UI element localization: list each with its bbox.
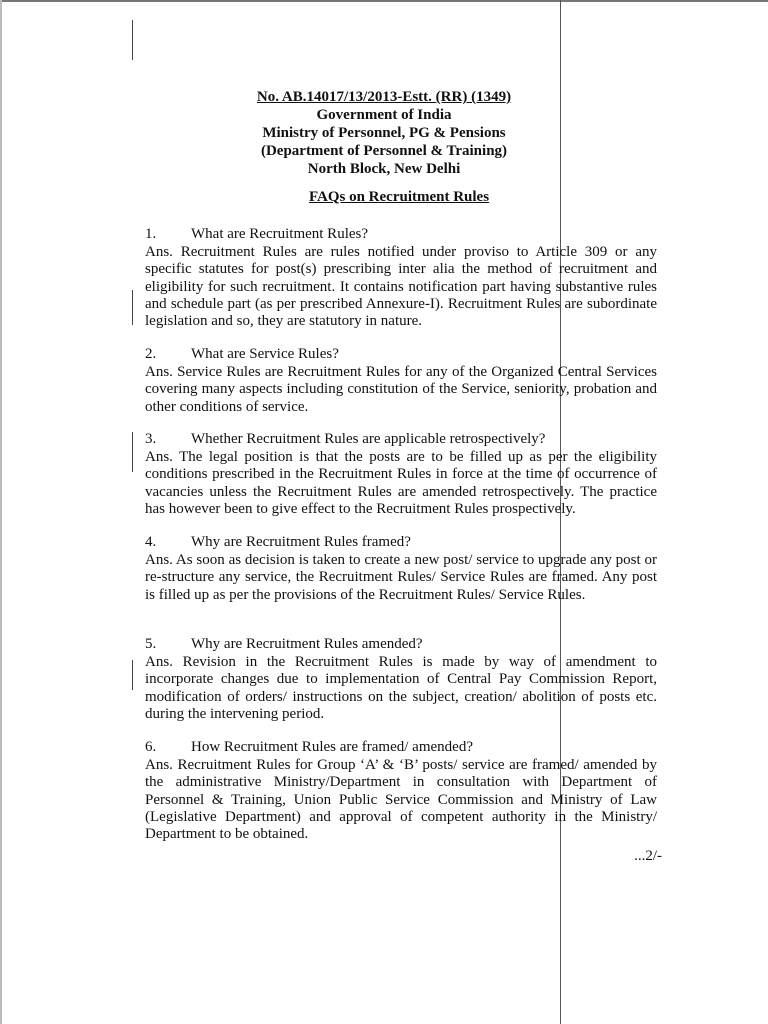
header-line-department: (Department of Personnel & Training) <box>260 143 508 159</box>
faq-answer: Ans. Service Rules are Recruitment Rules for any of the Organized Central Services covering many aspects including constitution of the Service, seniority, probation and other conditions of service. <box>145 364 657 415</box>
faq-answer: Ans. Recruitment Rules for Group ‘A’ & ‘B’ posts/ service are framed/ amended by the administrative Ministry/Department in consultation with Department of Personnel & Training, Union Public Service Commission and Ministry of Law (Legislative Department) and approval of competent authority in the Ministry/ Department to be obtained. <box>145 757 657 843</box>
faq-answer: Ans. Revision in the Recruitment Rules is made by way of amendment to incorporate changes due to implementation of Central Pay Commission Report, modification of orders/ instructions on the subject, creation/ abolition of posts etc. during the intervening period. <box>145 654 657 722</box>
faq-question: How Recruitment Rules are framed/ amended? <box>191 739 473 755</box>
faq-question: What are Service Rules? <box>191 346 339 362</box>
faq-number: 3. <box>145 431 157 447</box>
faq-answer: Ans. The legal position is that the posts are to be filled up as per the eligibility conditions prescribed in the Recruitment Rules in force at the time of occurrence of vacancies unless the Recruitment Rules are amended retrospectively. The practice has however been to give effect to the Recruitment Rules prospectively. <box>145 449 657 517</box>
faq-answer: Ans. As soon as decision is taken to create a new post/ service to upgrade any post or re-structure any service, the Recruitment Rules/ Service Rules are framed. Any post is filled up as per the provisions of the Recruitment Rules/ Service Rules. <box>145 552 657 603</box>
faq-item <box>145 739 657 843</box>
scan-margin-mark <box>132 660 133 690</box>
scan-margin-mark <box>132 20 133 60</box>
faq-question: Why are Recruitment Rules amended? <box>191 636 423 652</box>
faq-question: Whether Recruitment Rules are applicable retrospectively? <box>191 431 546 447</box>
faq-number: 2. <box>145 346 157 362</box>
faq-number: 1. <box>145 226 157 242</box>
document-header <box>0 88 768 178</box>
header-line-ministry: Ministry of Personnel, PG & Pensions <box>262 125 506 141</box>
faq-question: Why are Recruitment Rules framed? <box>191 534 411 550</box>
page-title: FAQs on Recruitment Rules <box>308 189 490 205</box>
faq-number: 6. <box>145 739 157 755</box>
faq-item <box>145 636 657 723</box>
faq-number: 5. <box>145 636 157 652</box>
faq-item <box>145 534 657 604</box>
page-continuation-marker: ...2/- <box>634 848 662 864</box>
header-line-address: North Block, New Delhi <box>307 161 461 177</box>
faq-question: What are Recruitment Rules? <box>191 226 369 242</box>
faq-number: 4. <box>145 534 157 550</box>
reference-number: No. AB.14017/13/2013-Estt. (RR) (1349) <box>256 89 512 105</box>
faq-item <box>145 226 657 330</box>
faq-answer: Ans. Recruitment Rules are rules notified under proviso to Article 309 or any specific statutes for post(s) prescribing inter alia the method of recruitment and eligibility for such recruitment. It contains notification part having substantive rules and schedule part (as per prescribed Annexure-I). Recruitment Rules are subordinate legislation and so, they are statutory in nature. <box>145 244 657 330</box>
header-line-government: Government of India <box>316 107 452 123</box>
faq-item <box>145 346 657 416</box>
scan-margin-mark <box>132 290 133 325</box>
faq-item <box>145 431 657 518</box>
scan-top-edge <box>0 0 768 2</box>
scan-margin-mark <box>132 432 133 472</box>
